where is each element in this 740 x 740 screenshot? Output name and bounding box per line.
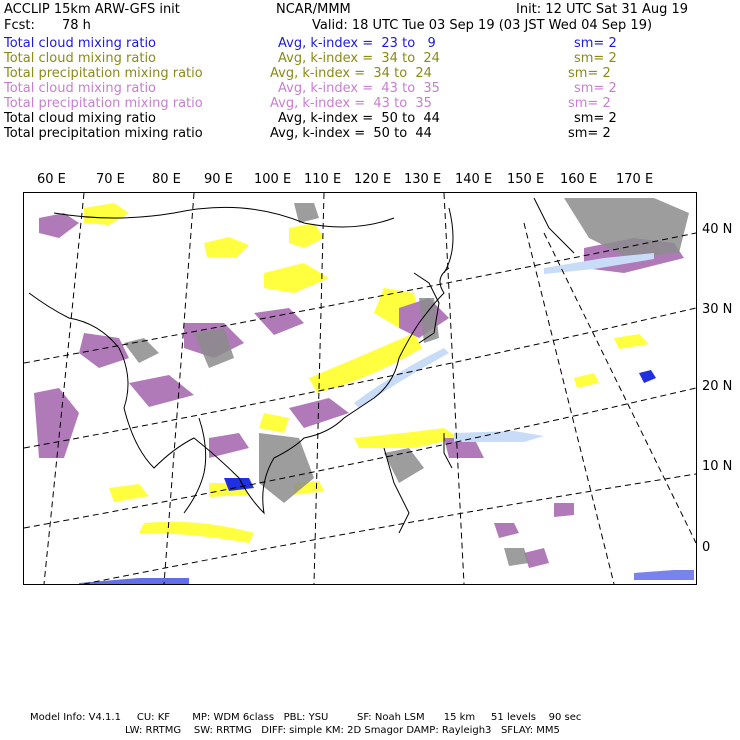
map-panel bbox=[23, 192, 697, 585]
lon-label: 120 E bbox=[354, 172, 392, 187]
legend-sm-2: sm= 2 bbox=[574, 51, 617, 66]
map-canvas bbox=[24, 193, 696, 584]
legend-avg-7: Avg, k-index = 50 to 44 bbox=[270, 126, 432, 141]
legend-field-7: Total precipitation mixing ratio bbox=[4, 126, 203, 141]
lon-label: 140 E bbox=[455, 172, 493, 187]
model-info-line-1: Model Info: V4.1.1 CU: KF MP: WDM 6class PBL: YSU SF: Noah LSM 15 km 51 levels 90 sec bbox=[30, 712, 582, 723]
lon-label: 90 E bbox=[204, 172, 233, 187]
legend-field-2: Total cloud mixing ratio bbox=[4, 51, 157, 66]
legend-field-5: Total precipitation mixing ratio bbox=[4, 96, 203, 111]
lat-label: 20 N bbox=[702, 379, 733, 394]
lon-label: 150 E bbox=[507, 172, 545, 187]
lon-label: 160 E bbox=[560, 172, 598, 187]
organization-label: NCAR/MMM bbox=[276, 2, 351, 17]
legend-avg-1: Avg, k-index = 23 to 9 bbox=[278, 36, 436, 51]
init-time: Init: 12 UTC Sat 31 Aug 19 bbox=[516, 2, 689, 17]
model-title: ACCLIP 15km ARW-GFS init bbox=[4, 2, 180, 17]
legend-sm-5: sm= 2 bbox=[568, 96, 611, 111]
legend-field-6: Total cloud mixing ratio bbox=[4, 111, 157, 126]
legend-field-1: Total cloud mixing ratio bbox=[4, 36, 157, 51]
forecast-label: Fcst: bbox=[4, 18, 35, 33]
valid-time: Valid: 18 UTC Tue 03 Sep 19 (03 JST Wed 04 Sep 19) bbox=[312, 18, 653, 33]
legend-sm-6: sm= 2 bbox=[574, 111, 617, 126]
yellow-cloud-field bbox=[84, 203, 649, 543]
legend-sm-3: sm= 2 bbox=[568, 66, 611, 81]
lat-label: 30 N bbox=[702, 302, 733, 317]
legend-avg-4: Avg, k-index = 43 to 35 bbox=[278, 81, 440, 96]
lon-label: 110 E bbox=[304, 172, 342, 187]
lat-label: 40 N bbox=[702, 222, 733, 237]
legend-avg-3: Avg, k-index = 34 to 24 bbox=[270, 66, 432, 81]
legend-sm-1: sm= 2 bbox=[574, 36, 617, 51]
model-info-line-2: LW: RRTMG SW: RRTMG DIFF: simple KM: 2D Smagor DAMP: Rayleigh3 SFLAY: MM5 bbox=[125, 725, 560, 736]
lon-label: 60 E bbox=[37, 172, 66, 187]
legend-field-3: Total precipitation mixing ratio bbox=[4, 66, 203, 81]
legend-field-4: Total cloud mixing ratio bbox=[4, 81, 157, 96]
lon-label: 130 E bbox=[404, 172, 442, 187]
lat-label: 10 N bbox=[702, 459, 733, 474]
lat-label: 0 bbox=[702, 540, 711, 555]
legend-avg-5: Avg, k-index = 43 to 35 bbox=[270, 96, 432, 111]
lon-label: 80 E bbox=[152, 172, 181, 187]
legend-avg-2: Avg, k-index = 34 to 24 bbox=[278, 51, 440, 66]
lon-label: 100 E bbox=[254, 172, 292, 187]
lon-label: 170 E bbox=[616, 172, 654, 187]
legend-sm-4: sm= 2 bbox=[574, 81, 617, 96]
legend-sm-7: sm= 2 bbox=[568, 126, 611, 141]
legend-avg-6: Avg, k-index = 50 to 44 bbox=[278, 111, 440, 126]
forecast-hour: 78 h bbox=[62, 18, 91, 33]
lon-label: 70 E bbox=[96, 172, 125, 187]
